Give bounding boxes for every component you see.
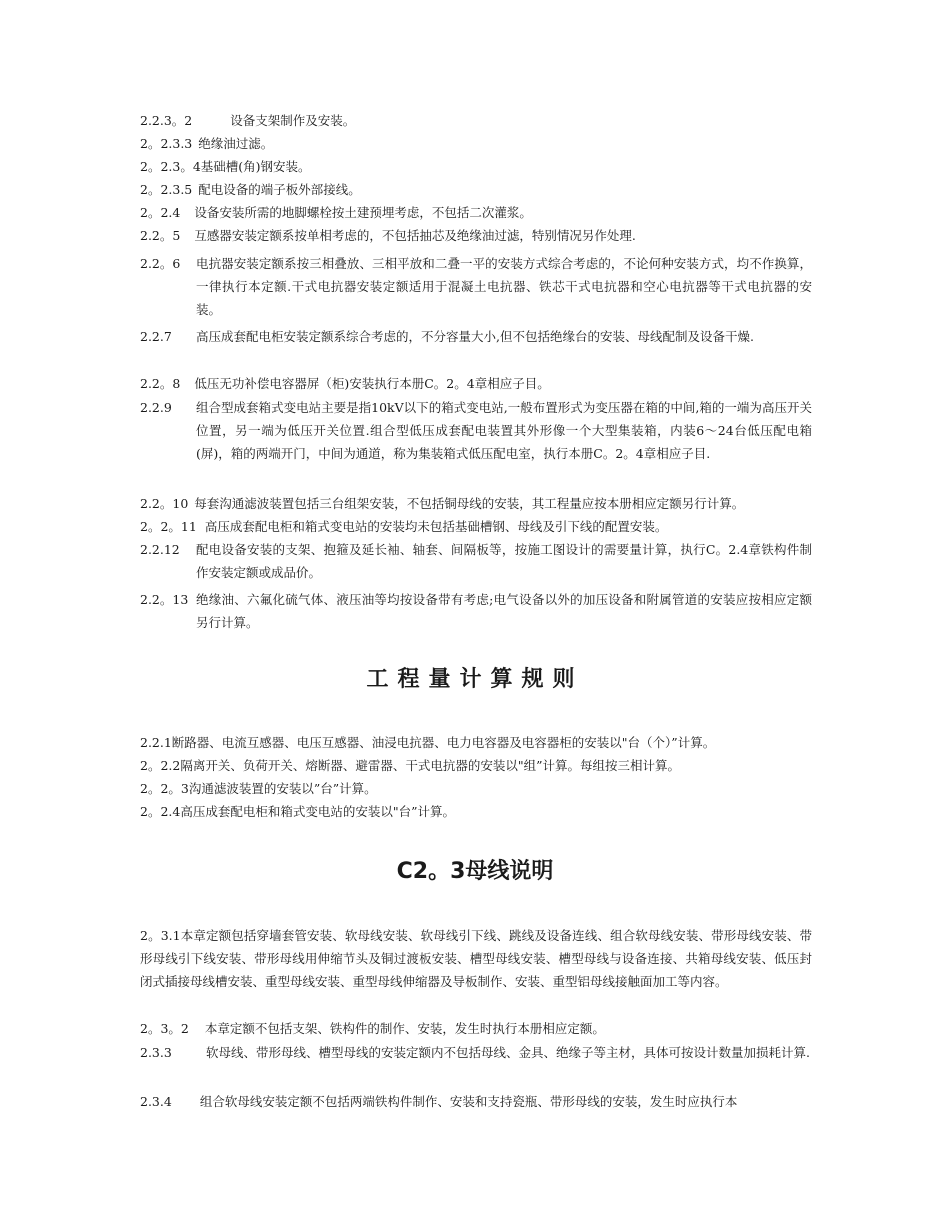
list-item	[140, 1041, 812, 1087]
item-number: 2.2.3。2	[140, 113, 193, 128]
rule-item: 2。2.2隔离开关、负荷开关、熔断器、避雷器、干式电抗器的安装以"组”计算。每组按三相计算。	[140, 758, 680, 773]
item-number: 2.2。6	[140, 256, 181, 271]
item-number: 2.2。10	[140, 496, 189, 511]
rule-item: 2。2。3沟通滤波装置的安装以”台”计算。	[140, 781, 377, 796]
list-item	[140, 376, 550, 392]
item-number: 2。2.3.5	[140, 182, 193, 197]
item-text: 绝缘油、六氟化硫气体、液压油等均按设备带有考虑;电气设备以外的加压设备和附属管道的安装应按相应定额另行计算。	[196, 592, 812, 630]
item-number: 2.3.3	[140, 1045, 172, 1060]
item-number: 2.2。8	[140, 376, 181, 391]
item-text: 高压成套配电柜和箱式变电站的安装均未包括基础槽钢、母线及引下线的配置安装。	[204, 519, 668, 534]
list-item	[140, 588, 812, 634]
item-text: 低压无功补偿电容器屏（柜)安装执行本册C。2。4章相应子目。	[194, 376, 550, 391]
item-text: 电抗器安装定额系按三相叠放、三相平放和二叠一平的安装方式综合考虑的，不论何种安装方式，均不作换算，一律执行本定额.干式电抗器安装定额适用于混凝土电抗器、铁芯干式电抗器和空心电抗器等干式电抗器的安装。	[196, 256, 812, 317]
item-text: 软母线、带形母线、槽型母线的安装定额内不包括母线、金具、绝缘子等主材，具体可按设计数量加损耗计算.	[206, 1045, 810, 1060]
paragraph: 2。3.1本章定额包括穿墙套管安装、软母线安装、软母线引下线、跳线及设备连线、组合软母线安装、带形母线安装、带形母线引下线安装、带形母线用伸缩节头及铜过渡板安装、槽型母线安装、槽型母线与设备连接、共箱母线安装、低压封闭式插接母线槽安装、重型母线安装、重型母线伸缩器及导板制作、安装、重型铝母线接触面加工等内容。	[140, 928, 812, 989]
item-text: 配电设备的端子板外部接线。	[198, 182, 361, 197]
list-item	[140, 159, 311, 175]
list-item	[140, 519, 667, 535]
item-number: 2。2。11	[140, 519, 197, 534]
list-item	[140, 325, 812, 371]
item-text: 组合型成套箱式变电站主要是指10kV以下的箱式变电站,一般布置形式为变压器在箱的中间,箱的一端为高压开关位置，另一端为低压开关位置.组合型低压成套配电装置其外形像一个大型集装箱，内装6～24台低压配电箱(屏)，箱的两端开门，中间为通道，称为集装箱式低压配电室，执行本册C。2。4章相应子目.	[196, 400, 812, 461]
list-item	[140, 205, 532, 221]
list-item	[140, 136, 273, 152]
item-number: 2.2.7	[140, 329, 172, 344]
item-text: 高压成套配电柜安装定额系综合考虑的，不分容量大小,但不包括绝缘台的安装、母线配制及设备干燥.	[196, 329, 754, 344]
item-text: 本章定额不包括支架、铁构件的制作、安装，发生时执行本册相应定额。	[204, 1021, 605, 1036]
item-number: 2.2.9	[140, 400, 172, 415]
item-text: 设备支架制作及安装。	[230, 113, 356, 128]
item-number: 2.2。13	[140, 592, 189, 607]
item-text: 配电设备安装的支架、抱箍及延长袖、轴套、间隔板等，按施工图设计的需要量计算，执行C。2.4章铁构件制作安装定额或成品价。	[196, 542, 812, 580]
rule-item: 2.2.1断路器、电流互感器、电压互感器、油浸电抗器、电力电容器及电容器柜的安装以"台（个）”计算。	[140, 735, 716, 750]
item-text: 绝缘油过滤。	[198, 136, 274, 151]
item-number: 2。2.3.3	[140, 136, 193, 151]
list-item	[140, 182, 361, 198]
section-heading: C2。3母线说明	[396, 859, 554, 884]
item-number: 2.2.12	[140, 542, 180, 557]
item-text: 设备安装所需的地脚螺栓按土建预埋考虑，不包括二次灌浆。	[194, 205, 532, 220]
list-item	[140, 113, 355, 129]
list-item	[140, 252, 812, 321]
item-text: 每套沟通滤波装置包括三台组架安装，不包括铜母线的安装，其工程量应按本册相应定额另行计算。	[194, 496, 745, 511]
rule-item: 2。2.4高压成套配电柜和箱式变电站的安装以"台”计算。	[140, 804, 455, 819]
item-number: 2。2.4	[140, 205, 181, 220]
section-heading: 工程量计算规则	[366, 667, 584, 692]
list-item	[140, 396, 812, 488]
list-item	[140, 496, 744, 512]
item-text: 互感器安装定额系按单相考虑的，不包括抽芯及绝缘油过滤，特别情况另作处理.	[194, 228, 636, 243]
item-number: 2。3。2	[140, 1021, 189, 1036]
item-number: 2。2.3。4	[140, 159, 201, 174]
item-number: 2.2。5	[140, 228, 181, 243]
item-number: 2.3.4	[140, 1094, 172, 1109]
list-item	[140, 1094, 737, 1110]
list-item	[140, 538, 812, 584]
list-item	[140, 1021, 605, 1037]
item-text: 组合软母线安装定额不包括两端铁构件制作、安装和支持瓷瓶、带形母线的安装，发生时应执行本	[199, 1094, 738, 1109]
item-text: 基础槽(角)钢安装。	[200, 159, 311, 174]
list-item	[140, 228, 636, 244]
